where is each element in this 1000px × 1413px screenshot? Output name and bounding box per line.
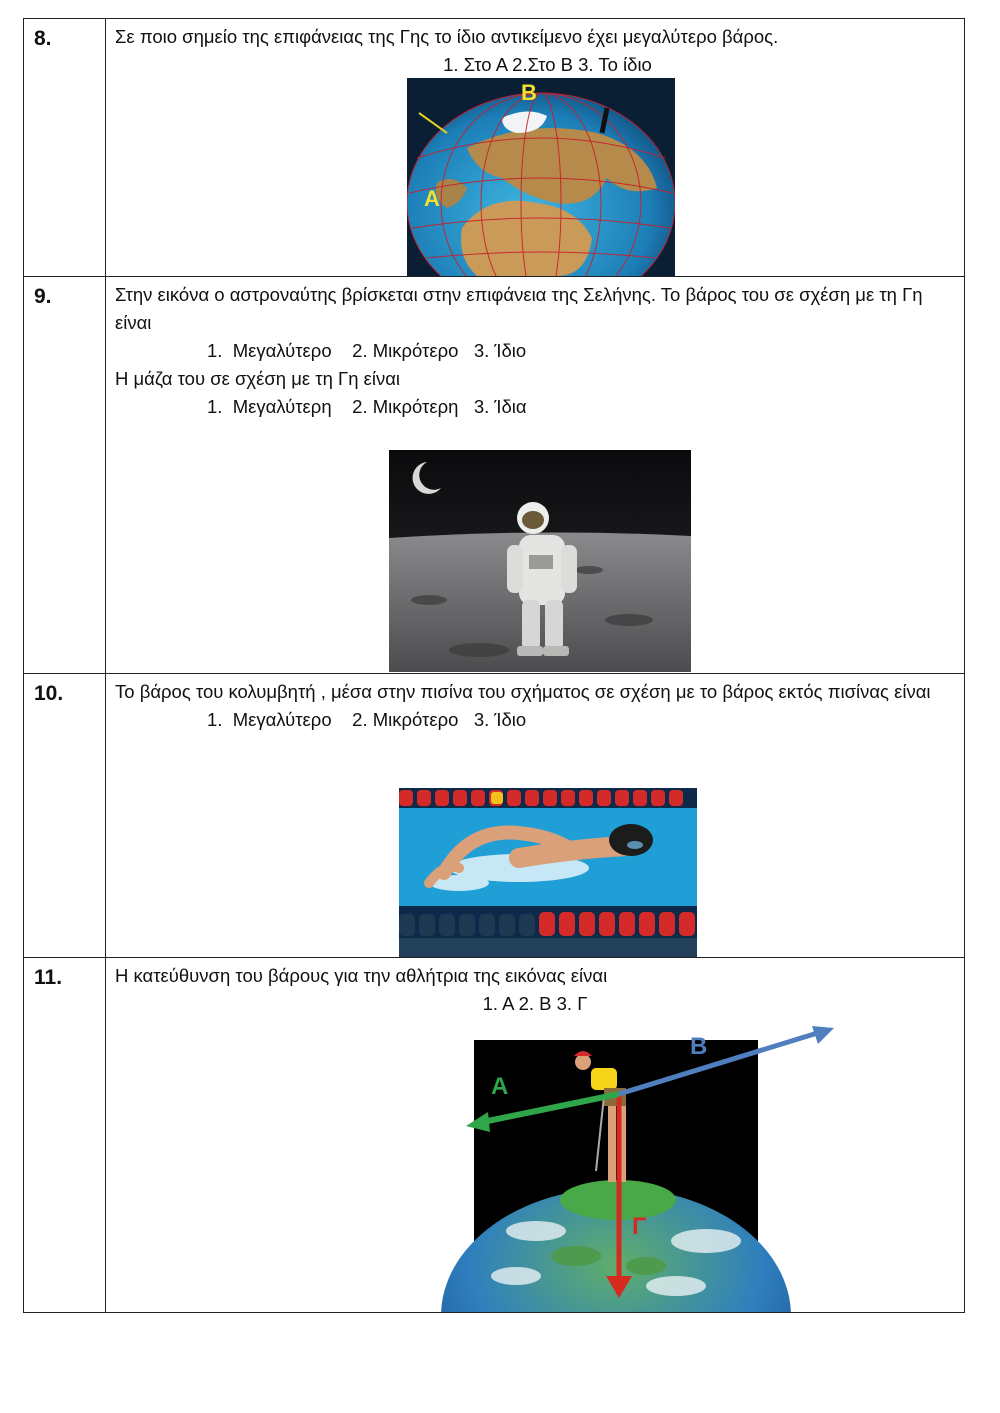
question-body (106, 958, 965, 1313)
answer-options: 1. Στο Α 2.Στο Β 3. Το ίδιο (443, 54, 652, 75)
question-text: Το βάρος του κολυμβητή , μέσα στην πισίνα του σχήματος σε σχέση με το βάρος εκτός πισίνας είναι (115, 681, 931, 702)
answer-options: 1. Μεγαλύτερο 2. Μικρότερο 3. Ίδιο (207, 709, 527, 730)
question-text: Σε ποιο σημείο της επιφάνειας της Γης το ίδιο αντικείμενο έχει μεγαλύτερο βάρος. (115, 26, 779, 47)
question-body (106, 277, 965, 674)
answer-options-mass: 1. Μεγαλύτερη 2. Μικρότερη 3. Ίδια (207, 396, 527, 417)
question-number: 11. (24, 958, 106, 1313)
question-body (106, 19, 965, 277)
question-body (106, 674, 965, 958)
earth-globe-image (407, 78, 675, 276)
label-a: A (491, 1073, 509, 1100)
answer-options: 1. Α 2. Β 3. Γ (482, 993, 588, 1014)
question-number: 9. (24, 277, 106, 674)
question-text: Η κατεύθυνση του βάρους για την αθλήτρια της εικόνας είναι (115, 965, 608, 986)
answer-options-weight: 1. Μεγαλύτερο 2. Μικρότερο 3. Ίδιο (207, 340, 527, 361)
question-row-11 (24, 958, 965, 1313)
label-b: B (521, 80, 537, 105)
questions-table (23, 18, 965, 1313)
label-b: B (690, 1033, 708, 1060)
swimmer-pool-image (399, 788, 697, 957)
worksheet (23, 18, 965, 1313)
athlete-weight-direction-image (426, 1026, 846, 1312)
label-a: A (424, 186, 440, 211)
question-text-mass: Η μάζα του σε σχέση με τη Γη είναι (115, 368, 401, 389)
astronaut-moon-image (389, 450, 691, 672)
question-row-8 (24, 19, 965, 277)
question-row-9 (24, 277, 965, 674)
question-row-10 (24, 674, 965, 958)
question-number: 10. (24, 674, 106, 958)
label-g: Γ (632, 1213, 647, 1240)
question-text: Στην εικόνα ο αστροναύτης βρίσκεται στην επιφάνεια της Σελήνης. Το βάρος του σε σχέση με τη Γη είναι (115, 284, 923, 333)
question-number: 8. (24, 19, 106, 277)
